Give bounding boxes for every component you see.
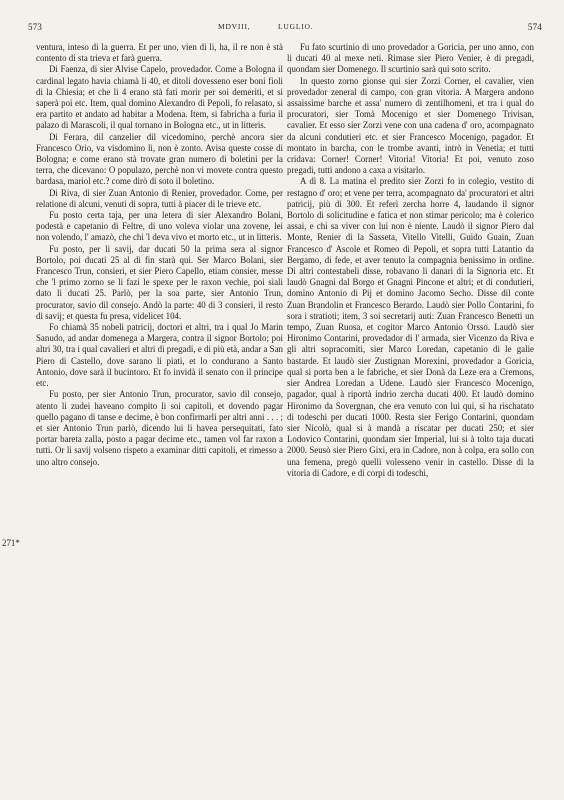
paragraph: In questo zorno gionse qui sier Zorzi Corner, el cavalier, vien provedador zeneral di campo, con gran vitoria. A Margera andono assaissime barche et assa' numero di zentilhomeni, et tra i qual do procuratori, sier Tomà Mocenigo et sier Domenego Trivisan, cavalier. Et esso sier Zorzi vene con una cadena d' oro, acompagnato da alcuni condutieri etc. et sier Francesco Mocenigo, pagador. Et montato in barcha, con le trombe avanti, intrò in Venetia; et tutti cridava: Corner! Corner! Vitoria! Vitoria! Et poi, venuto zoso pregadi, tutti andono a caxa a visitarlo. bbox=[287, 75, 534, 176]
right-column bbox=[287, 42, 534, 479]
paragraph: Fu fato scurtinio di uno provedador a Goricia, per uno anno, con li ducati 40 al mexe neti. Rimase sier Piero Venier, è di pregadi, quondam sier Domenego. Il scurtinio sarà qui soto scrito. bbox=[287, 42, 534, 75]
running-head-left: MDVIII, bbox=[218, 22, 251, 31]
paragraph: Di Faenza, di sier Alvise Capelo, provedador. Come a Bologna il cardinal legato havia chiamà li 40, et ditoli dovesseno eser boni fioli di la Chiesia; et che li 4 erano stà fati morir per soi demeriti, et si saperà poi etc. Item, qual domino Alexandro di Pepoli, fo relasato, si era partito et andato ad habitar a Modena. Item, si fabricha a furia il palazo di Marascoli, il qual tornano in Bologna etc., ut in litteris. bbox=[36, 64, 283, 131]
paragraph: ventura, inteso di la guerra. Et per uno, vien di li, ha, il re non è stà contento di sta trieva et farà guerra. bbox=[36, 42, 283, 64]
paragraph: Di Ferara, dil canzelier dil vicedomino, perchè ancora sier Francesco Orio, va visdomino lì, non è zonto. Avisa queste cosse di Bologna; e come erano stà trovate gran numero di boletini per la terra, che dicevano: O populazo, perchè non vi movete contra questo bardasa, mariol etc.? come dirò di soto il boletino. bbox=[36, 131, 283, 187]
margin-folio-note: 271* bbox=[2, 538, 20, 548]
paragraph: Di Riva, di sier Zuan Antonio di Renier, provedador. Come, per relatione di alcuni, venuti di sopra, tutti à piacer di le trieve etc. bbox=[36, 187, 283, 209]
paragraph: Fo chiamà 35 nobeli patricij, doctori et altri, tra i qual Jo Marin Sanudo, ad andar domenega a Margera, contra il signor Bortolo; poi altri 30, tra i qual cavalieri et altri di pregadi, e di più età, andar a San Piero di Castello, dove sarano li piati, et lo condurano a Santo Antonio, dove sarà il bucintoro. Et fo invidà il senato con il principe etc. bbox=[36, 322, 283, 389]
paragraph: Fu posto, per li savij, dar ducati 50 la prima sera al signor Bortolo, poi ducati 25 al dì fin starà qui. Ser Marco Bolani, sier Francesco Trun, consieri, et sier Piero Capello, etiam consier, messe che 'l primo zorno se li fazi le spexe per le raxon vechie, poi siali dato li ducati 25. Parlò, per la soa parte, sier Antonio Trun, procurator, savio dil consejo. Andò la parte: 40 di 3 consieri, il resto di savij; et questa fu presa, videlicet 104. bbox=[36, 243, 283, 321]
page-number-right: 574 bbox=[527, 22, 542, 32]
page-header bbox=[28, 22, 542, 36]
running-head-right: LUGLIO. bbox=[278, 22, 314, 31]
paragraph: A dì 8. La matina el predito sier Zorzi fo in colegio, vestito di restagno d' oro; et vene per terra, acompagnato da' procuratori et altri patricij, più di 300. Et referì zercha horre 4, laudando il signor Bortolo di solicitudine e fatica et non stimar pericolo; ma è colerico assai, e chi sa viver con lui non è niente. Laudò il signor Piero dal Monte, Renier di la Sasseta, Vitello Vitelli, Guido Guain, Zuan Francesco d' Ascole et Romeo di Pepoli, et sopra tutti Latantio da Bergamo, di fede, et aver tenuto la compagnia benissimo in ordine. Di altri contestabeli disse, robavano li danari di la Signoria etc. Et laudò Gnagni dal Borgo et Gnagni Pincone et altri; et di condutieri, domino Antonio di Pij et domino Jacomo Secho. Disse dil conte Zuan Brandolin et Francesco Berardo. Laudò sier Pollo Contarini, fo sora i stratioti; item, 3 soi secretarij auti: Zuan Francesco Benetti un tempo, Zuan Ruosa, et cogitor Marco Antonio Orsso. Laudò sier Hironimo Contarini, provedador di l' armada, sier Vicenzo da Riva e gli altri sopracomiti, sier Marco Loredan, capetanio di le galie bastarde. Et laudò sier Zustignan Morexini, provedador a Goricia, qual si porta ben a le fabriche, et sier Donà da Leze era a Cremons, sier Andrea Loredan a Udene. Laudò sier Francesco Mocenigo, pagador, qual à riportà indrio zercha ducati 400. Et laudò domino Hironimo da Sovergnan, che era venuto con lui qui, si ha rischatato di todeschi per ducati 1000. Resta sier Ferigo Contarini, quondam sier Nicolò, qual si à mandà a riscatar per ducati 250; et sier Lodovico Contarini, quondam sier Imperial, lui si à tolto taja ducati 2000. Seusò sier Piero Gixi, era in Cadore, non à colpa, era sollo con una femena, pregò quelli volesseno venir in castello. Disse di la vitoria di Cadore, e di corpi di todeschi, bbox=[287, 176, 534, 478]
paragraph: Fu posto certa taja, per una letera di sier Alexandro Bolani, podestà e capetanio di Feltre, di uno voleva violar una zovene, lei non volendo, l' amazò, che chi 'l deva vivo et morto etc., ut in litteris. bbox=[36, 210, 283, 243]
paragraph: Fu posto, per sier Antonio Trun, procurator, savio dil consejo, atento li zudei haveano compito li soi capitoli, et dovendo pagar quello pagano di tanse e decime, è bon confirmarli per altri anni . . . ; et sier Antonio Trun parlò, dicendo lui li havea persequitati, fato portar bareta zalla, posto a pagar decime etc., tamen vol far raxon a tutti. Or li savij volseno rispeto a examinar ditti capitoli, et rimesso a uno altro consejo. bbox=[36, 389, 283, 467]
page-number-left: 573 bbox=[28, 22, 43, 32]
left-column bbox=[36, 42, 283, 468]
